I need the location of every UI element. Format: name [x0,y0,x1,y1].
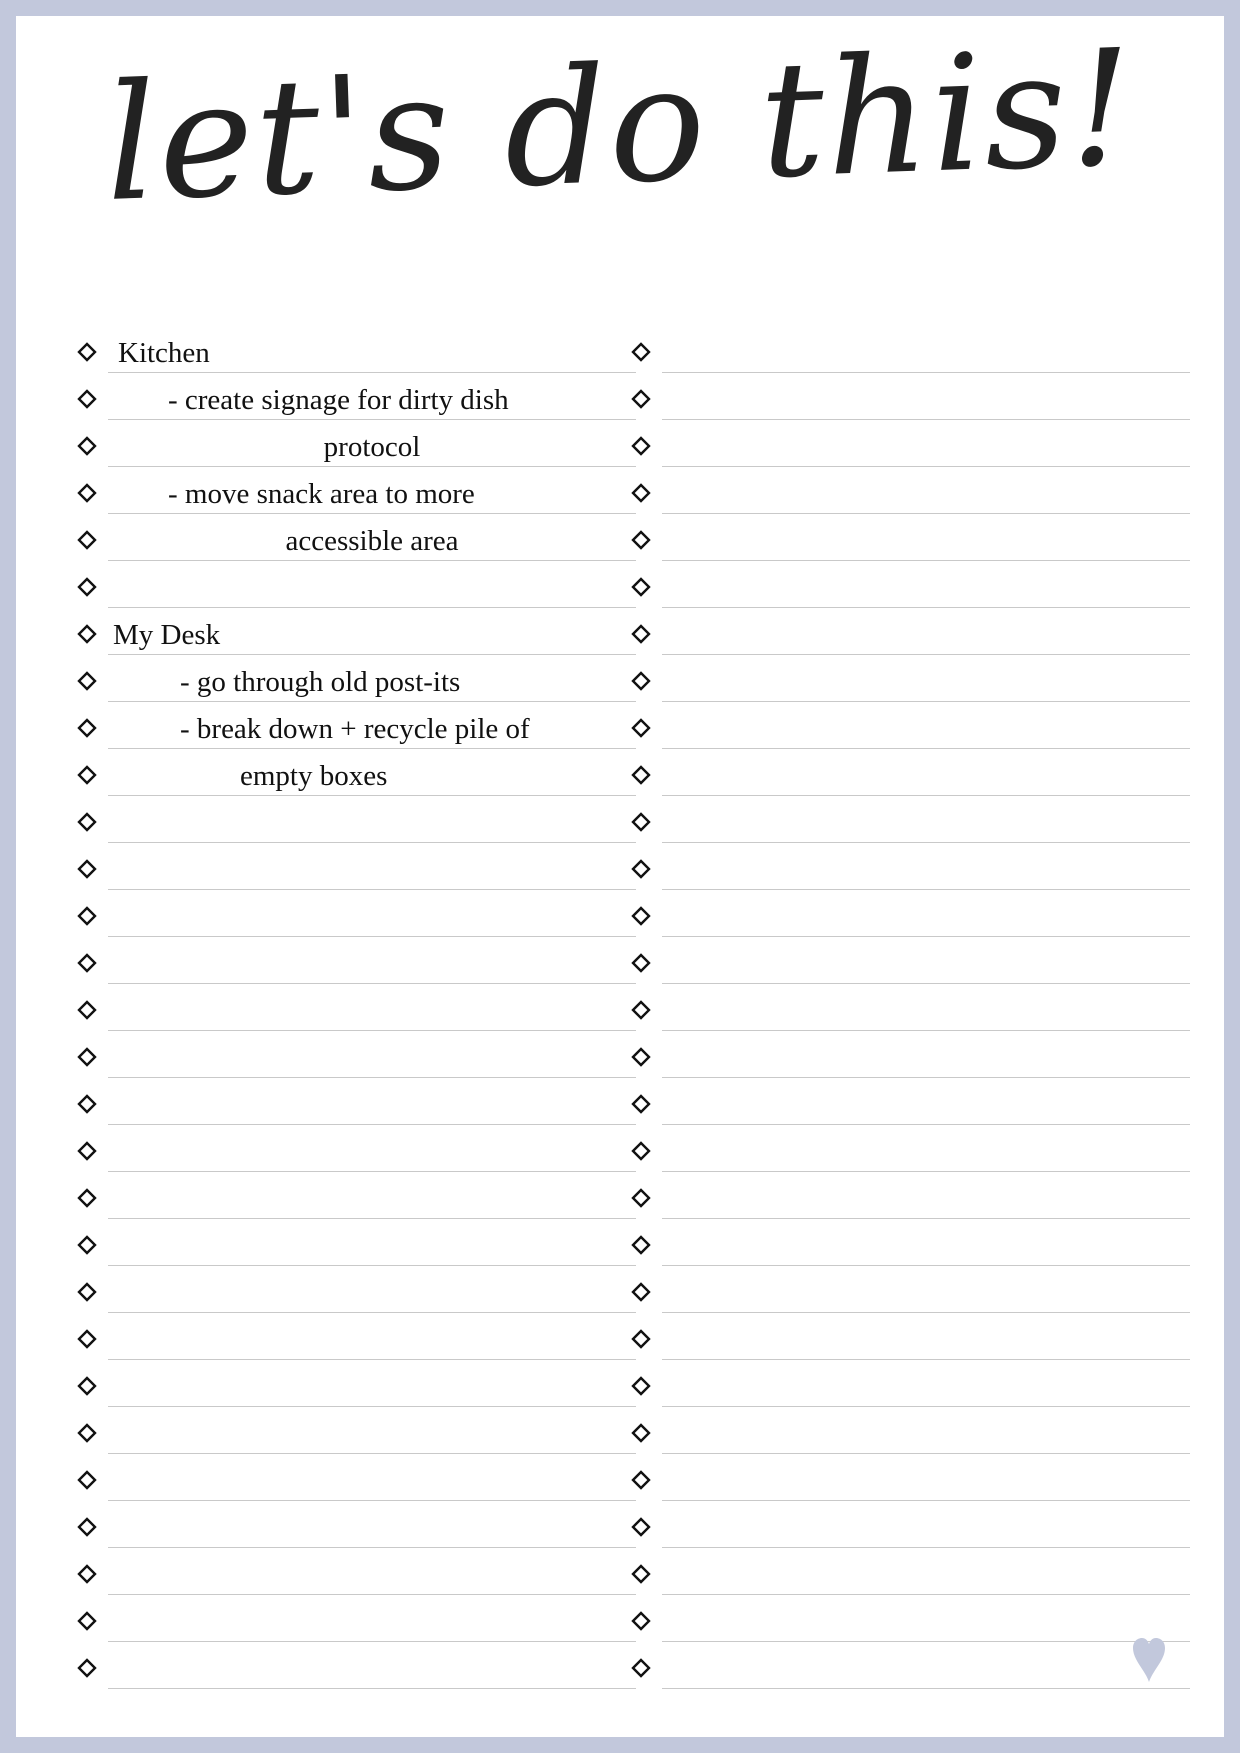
todo-row [76,937,636,984]
diamond-bullet-icon[interactable] [76,1140,98,1162]
todo-row [630,655,1190,702]
diamond-bullet-icon[interactable] [76,341,98,363]
diamond-bullet-icon[interactable] [630,529,652,551]
diamond-bullet-icon[interactable] [630,670,652,692]
heart-icon [1131,1636,1167,1684]
todo-row [76,326,636,373]
diamond-bullet-icon[interactable] [630,858,652,880]
todo-row [76,702,636,749]
diamond-bullet-icon[interactable] [630,811,652,833]
diamond-bullet-icon[interactable] [76,670,98,692]
todo-row [630,608,1190,655]
diamond-bullet-icon[interactable] [630,1234,652,1256]
diamond-bullet-icon[interactable] [76,811,98,833]
todo-row [630,890,1190,937]
todo-row [630,1031,1190,1078]
diamond-bullet-icon[interactable] [76,529,98,551]
todo-row [630,1219,1190,1266]
todo-row [630,1172,1190,1219]
diamond-bullet-icon[interactable] [76,905,98,927]
todo-row [630,984,1190,1031]
diamond-bullet-icon[interactable] [630,435,652,457]
todo-row [630,796,1190,843]
todo-row [76,1454,636,1501]
diamond-bullet-icon[interactable] [630,1140,652,1162]
diamond-bullet-icon[interactable] [630,999,652,1021]
diamond-bullet-icon[interactable] [76,1046,98,1068]
diamond-bullet-icon[interactable] [630,1422,652,1444]
diamond-bullet-icon[interactable] [76,717,98,739]
diamond-bullet-icon[interactable] [630,1375,652,1397]
diamond-bullet-icon[interactable] [76,1375,98,1397]
todo-row [630,1501,1190,1548]
diamond-bullet-icon[interactable] [630,1281,652,1303]
todo-row [76,561,636,608]
todo-text[interactable]: - break down + recycle pile of [180,713,530,745]
diamond-bullet-icon[interactable] [630,1657,652,1679]
todo-row [76,984,636,1031]
todo-row [76,467,636,514]
todo-text[interactable]: empty boxes [240,760,388,792]
diamond-bullet-icon[interactable] [630,623,652,645]
diamond-bullet-icon[interactable] [630,764,652,786]
todo-row [76,1407,636,1454]
diamond-bullet-icon[interactable] [76,1469,98,1491]
rule-line [662,1688,1190,1689]
diamond-bullet-icon[interactable] [630,1328,652,1350]
diamond-bullet-icon[interactable] [76,435,98,457]
todo-row [630,1125,1190,1172]
todo-row [630,1595,1190,1642]
todo-row [76,749,636,796]
todo-row [630,420,1190,467]
diamond-bullet-icon[interactable] [76,576,98,598]
todo-row [76,1642,636,1689]
diamond-bullet-icon[interactable] [630,482,652,504]
diamond-bullet-icon[interactable] [76,388,98,410]
todo-row [76,608,636,655]
todo-row [76,514,636,561]
diamond-bullet-icon[interactable] [630,1093,652,1115]
todo-row [630,373,1190,420]
todo-row [76,890,636,937]
todo-row [76,1172,636,1219]
todo-row [76,1266,636,1313]
diamond-bullet-icon[interactable] [630,905,652,927]
todo-text[interactable]: protocol [323,431,421,463]
todo-row [630,326,1190,373]
todo-row [76,1125,636,1172]
diamond-bullet-icon[interactable] [76,1234,98,1256]
diamond-bullet-icon[interactable] [630,1187,652,1209]
todo-row [630,1313,1190,1360]
todo-row [76,373,636,420]
todo-row [76,1548,636,1595]
todo-row [76,1219,636,1266]
diamond-bullet-icon[interactable] [630,388,652,410]
diamond-bullet-icon[interactable] [76,482,98,504]
diamond-bullet-icon[interactable] [76,1328,98,1350]
diamond-bullet-icon[interactable] [630,717,652,739]
todo-row [76,796,636,843]
todo-row [630,467,1190,514]
page-title: let's do this! [102,14,1138,237]
todo-row [76,1031,636,1078]
todo-row [76,1360,636,1407]
diamond-bullet-icon[interactable] [76,764,98,786]
todo-text[interactable]: accessible area [285,525,459,557]
todo-row [76,1078,636,1125]
todo-text[interactable]: - go through old post-its [180,666,461,698]
diamond-bullet-icon[interactable] [76,858,98,880]
todo-row [630,1454,1190,1501]
diamond-bullet-icon[interactable] [76,1610,98,1632]
diamond-bullet-icon[interactable] [76,1516,98,1538]
todo-list-right [630,326,1190,1689]
todo-row [630,514,1190,561]
todo-text[interactable]: Kitchen [118,337,210,369]
diamond-bullet-icon[interactable] [630,1046,652,1068]
todo-text[interactable]: - move snack area to more [168,478,475,510]
diamond-bullet-icon[interactable] [76,1563,98,1585]
todo-row [76,420,636,467]
diamond-bullet-icon[interactable] [630,341,652,363]
diamond-bullet-icon[interactable] [76,1422,98,1444]
todo-text[interactable]: - create signage for dirty dish [168,384,509,416]
todo-list-left [76,326,636,1689]
diamond-bullet-icon[interactable] [630,952,652,974]
diamond-bullet-icon[interactable] [76,1657,98,1679]
todo-row [630,749,1190,796]
todo-row [630,702,1190,749]
diamond-bullet-icon[interactable] [630,1516,652,1538]
todo-row [76,1313,636,1360]
todo-row [76,843,636,890]
diamond-bullet-icon[interactable] [630,1610,652,1632]
rule-line [108,1688,636,1689]
todo-sheet [16,16,1224,1737]
todo-row [630,1266,1190,1313]
todo-row [630,1360,1190,1407]
diamond-bullet-icon[interactable] [76,999,98,1021]
todo-row [76,655,636,702]
todo-row [630,1548,1190,1595]
diamond-bullet-icon[interactable] [630,576,652,598]
diamond-bullet-icon[interactable] [76,1187,98,1209]
todo-row [630,1078,1190,1125]
todo-row [630,937,1190,984]
todo-row [630,1642,1190,1689]
todo-row [76,1501,636,1548]
todo-row [76,1595,636,1642]
diamond-bullet-icon[interactable] [76,1093,98,1115]
todo-row [630,1407,1190,1454]
todo-row [630,843,1190,890]
diamond-bullet-icon[interactable] [76,952,98,974]
diamond-bullet-icon[interactable] [76,1281,98,1303]
diamond-bullet-icon[interactable] [630,1469,652,1491]
todo-row [630,561,1190,608]
todo-text[interactable]: My Desk [113,619,221,651]
diamond-bullet-icon[interactable] [76,623,98,645]
diamond-bullet-icon[interactable] [630,1563,652,1585]
